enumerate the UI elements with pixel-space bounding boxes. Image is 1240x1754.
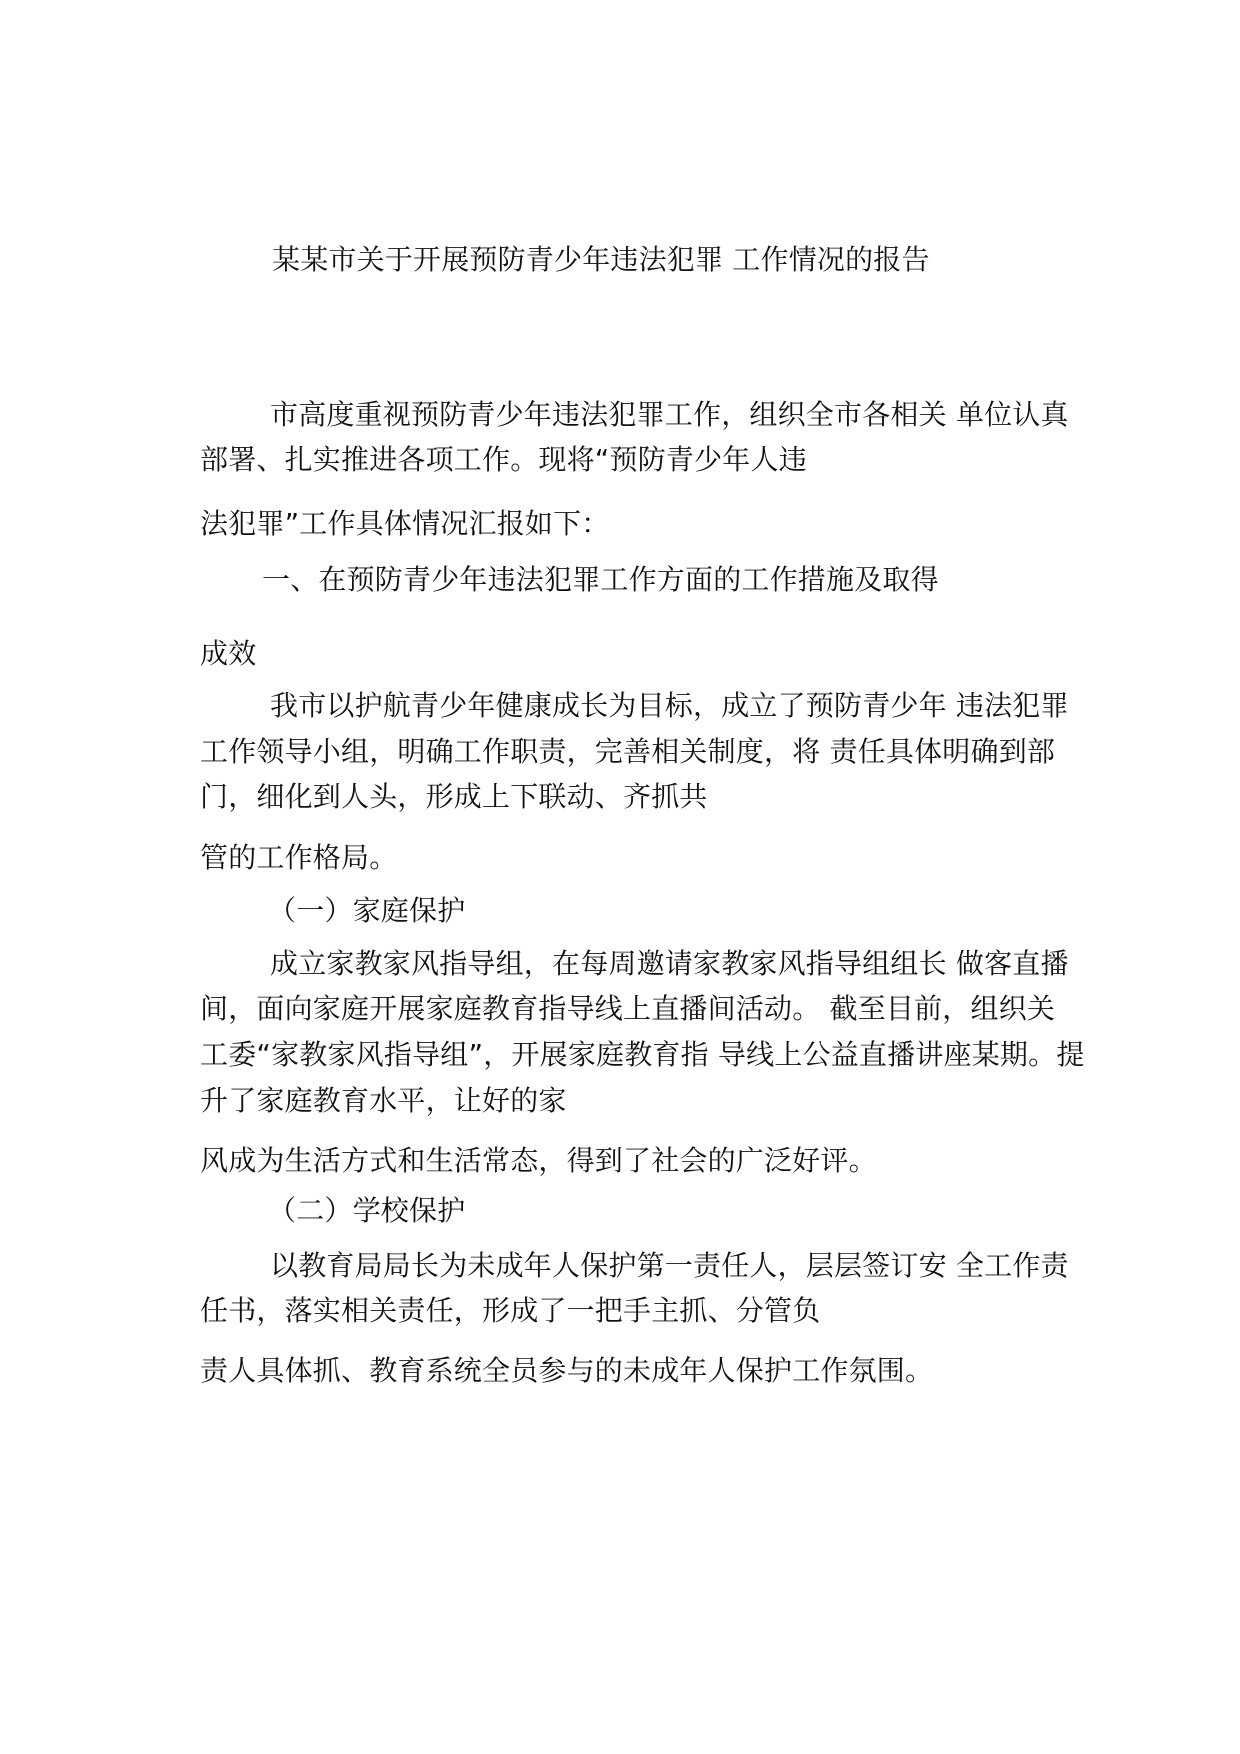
paragraph-line: 市高度重视预防青少年违法犯罪工作，组织全市各相关 单位认真 bbox=[270, 398, 1069, 431]
paragraph-line: 风成为生活方式和生活常态，得到了社会的广泛好评。 bbox=[200, 1144, 877, 1177]
paragraph-line: 部署、扎实推进各项工作。现将“预防青少年人违 bbox=[200, 443, 807, 476]
section-heading-continuation: 成效 bbox=[200, 637, 257, 670]
paragraph-line: 以教育局局长为未成年人保护第一责任人，层层签订安 全工作责 bbox=[270, 1249, 1069, 1282]
paragraph-line: 管的工作格局。 bbox=[200, 841, 398, 874]
paragraph-line: 门，细化到人头，形成上下联动、齐抓共 bbox=[200, 780, 708, 813]
section-heading: 一、在预防青少年违法犯罪工作方面的工作措施及取得 bbox=[262, 563, 939, 596]
paragraph-line: 责人具体抓、教育系统全员参与的未成年人保护工作氛围。 bbox=[200, 1354, 934, 1387]
paragraph-line: 工作领导小组，明确工作职责，完善相关制度，将 责任具体明确到部 bbox=[200, 735, 1056, 768]
paragraph-line: 升了家庭教育水平，让好的家 bbox=[200, 1084, 567, 1117]
paragraph-line: 工委“家教家风指导组”，开展家庭教育指 导线上公益直播讲座某期。提 bbox=[200, 1038, 1085, 1071]
paragraph-line: 法犯罪”工作具体情况汇报如下： bbox=[200, 507, 610, 540]
document-title: 某某市关于开展预防青少年违法犯罪 工作情况的报告 bbox=[272, 243, 930, 276]
paragraph-line: 我市以护航青少年健康成长为目标，成立了预防青少年 违法犯罪 bbox=[270, 689, 1069, 722]
paragraph-line: 成立家教家风指导组，在每周邀请家教家风指导组组长 做客直播 bbox=[270, 947, 1069, 980]
paragraph-line: 间，面向家庭开展家庭教育指导线上直播间活动。 截至目前，组织关 bbox=[200, 992, 1056, 1025]
paragraph-line: 任书，落实相关责任，形成了一把手主抓、分管负 bbox=[200, 1294, 821, 1327]
subsection-heading: （二）学校保护 bbox=[268, 1194, 466, 1227]
subsection-heading: （一）家庭保护 bbox=[268, 894, 466, 927]
